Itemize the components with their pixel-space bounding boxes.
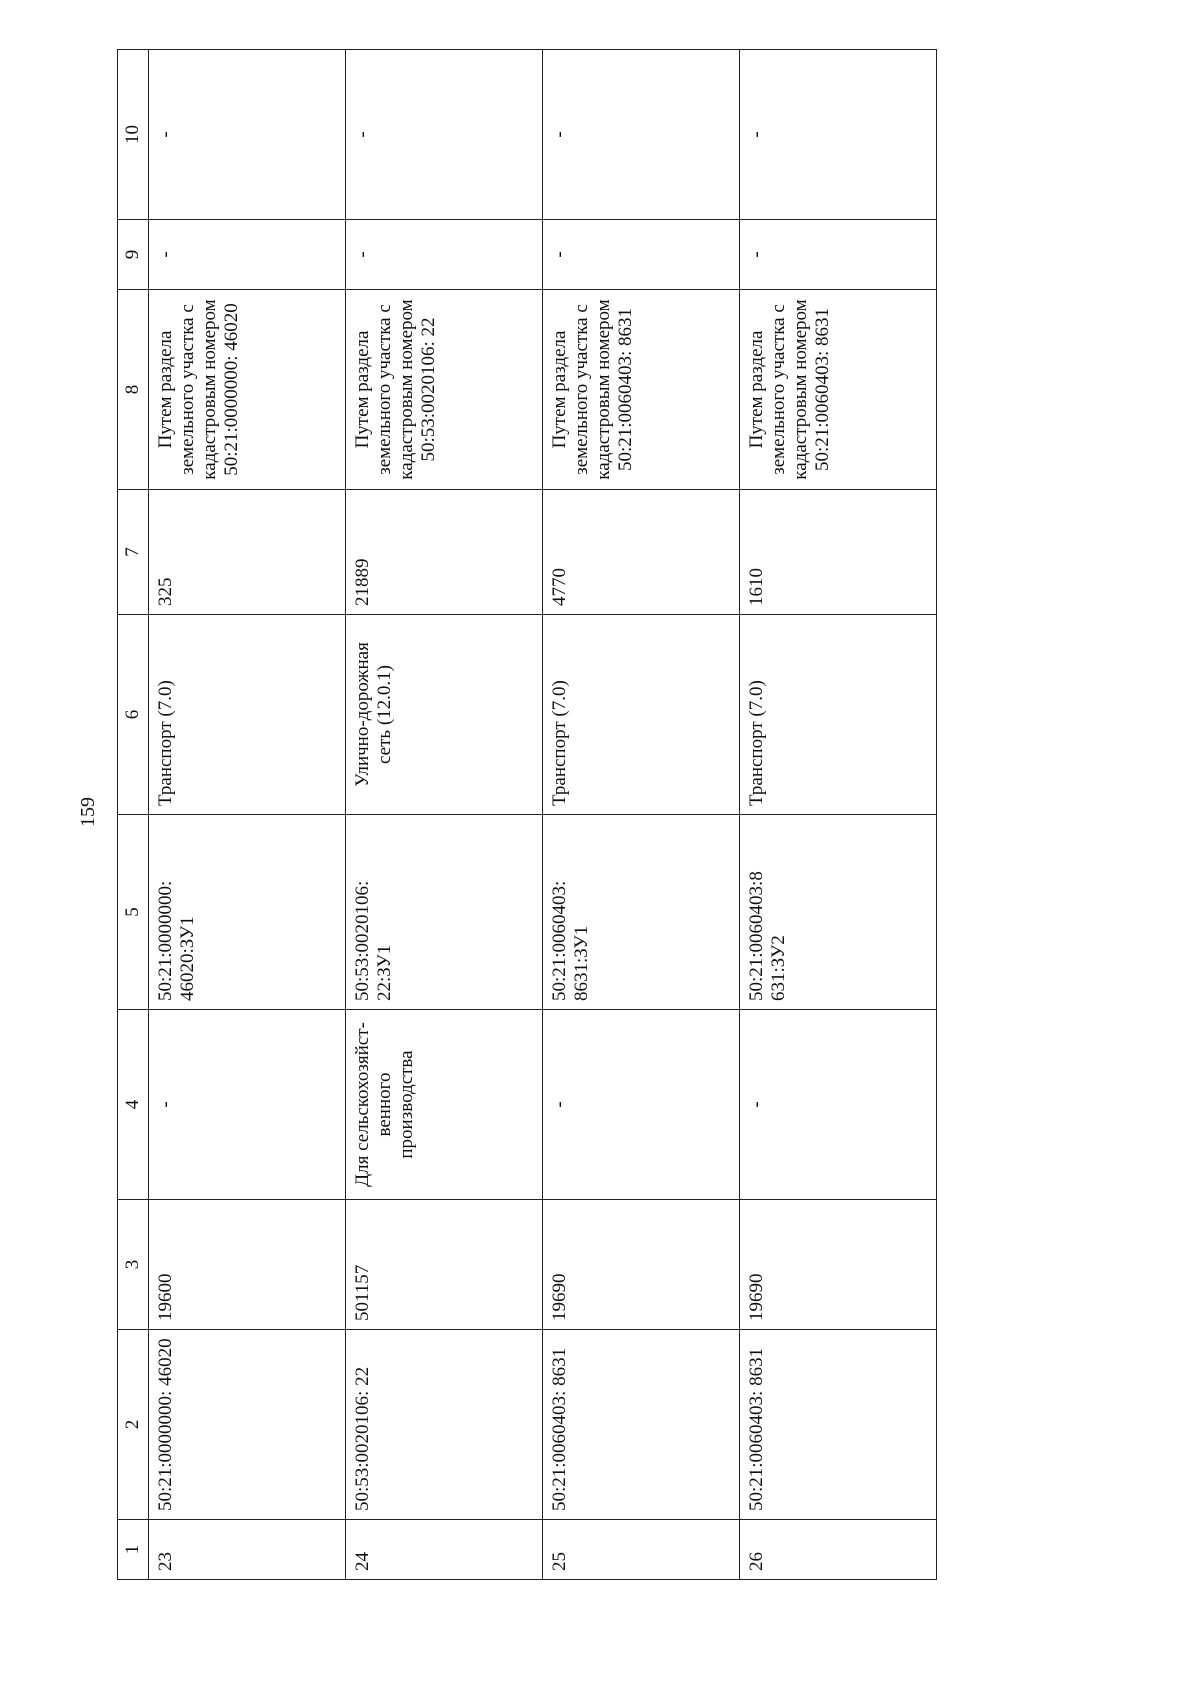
cell-source-area: 501157	[346, 1200, 543, 1330]
cell-new-permitted-use: Транспорт (7.0)	[543, 615, 740, 815]
cell-new-plot-designation: 50:21:0000000: 46020:ЗУ1	[149, 815, 346, 1010]
cell-new-area: 325	[149, 490, 346, 615]
cell-new-permitted-use: Транспорт (7.0)	[149, 615, 346, 815]
rotated-table-frame	[117, 50, 937, 1580]
table-row	[149, 50, 346, 1580]
cell-new-plot-designation: 50:53:0020106: 22:ЗУ1	[346, 815, 543, 1010]
cell-new-permitted-use: Улично-дорожная сеть (12.0.1)	[346, 615, 543, 815]
cell-col-10: -	[346, 50, 543, 220]
cell-col-10: -	[740, 50, 937, 220]
cell-permitted-use: Для сельскохозяйст-венного производства	[346, 1010, 543, 1200]
header-col-1: 1	[118, 1520, 149, 1580]
cell-source-cadastral-number: 50:21:0060403: 8631	[543, 1330, 740, 1520]
cell-formation-method: Путем раздела земельного участка с кадастровым номером 50:21:0000000: 46020	[149, 290, 346, 490]
cell-source-cadastral-number: 50:21:0060403: 8631	[740, 1330, 937, 1520]
cell-new-area: 4770	[543, 490, 740, 615]
cell-permitted-use: -	[149, 1010, 346, 1200]
cell-new-plot-designation: 50:21:0060403:8 631:ЗУ2	[740, 815, 937, 1010]
cell-col-9: -	[346, 220, 543, 290]
cell-new-plot-designation: 50:21:0060403: 8631:ЗУ1	[543, 815, 740, 1010]
cell-formation-method: Путем раздела земельного участка с кадастровым номером 50:21:0060403: 8631	[543, 290, 740, 490]
cell-source-area: 19690	[740, 1200, 937, 1330]
header-col-8: 8	[118, 290, 149, 490]
header-col-3: 3	[118, 1200, 149, 1330]
cell-new-permitted-use: Транспорт (7.0)	[740, 615, 937, 815]
cell-source-cadastral-number: 50:21:0000000: 46020	[149, 1330, 346, 1520]
page-number: 159	[77, 797, 99, 827]
cell-row-number: 24	[346, 1520, 543, 1580]
header-col-4: 4	[118, 1010, 149, 1200]
table-row	[740, 50, 937, 1580]
cell-row-number: 23	[149, 1520, 346, 1580]
cell-row-number: 26	[740, 1520, 937, 1580]
header-col-2: 2	[118, 1330, 149, 1520]
header-col-5: 5	[118, 815, 149, 1010]
cell-permitted-use: -	[543, 1010, 740, 1200]
cell-formation-method: Путем раздела земельного участка с кадастровым номером 50:21:0060403: 8631	[740, 290, 937, 490]
header-col-10: 10	[118, 50, 149, 220]
land-plot-table	[117, 49, 937, 1580]
cell-source-cadastral-number: 50:53:0020106: 22	[346, 1330, 543, 1520]
cell-col-10: -	[149, 50, 346, 220]
header-col-7: 7	[118, 490, 149, 615]
header-col-9: 9	[118, 220, 149, 290]
cell-col-9: -	[543, 220, 740, 290]
cell-permitted-use: -	[740, 1010, 937, 1200]
cell-formation-method: Путем раздела земельного участка с кадастровым номером 50:53:0020106: 22	[346, 290, 543, 490]
header-col-6: 6	[118, 615, 149, 815]
cell-new-area: 1610	[740, 490, 937, 615]
cell-col-9: -	[740, 220, 937, 290]
cell-source-area: 19600	[149, 1200, 346, 1330]
table-wrapper	[117, 50, 937, 1580]
cell-col-9: -	[149, 220, 346, 290]
header-row	[118, 50, 149, 1580]
cell-new-area: 21889	[346, 490, 543, 615]
table-row	[346, 50, 543, 1580]
cell-row-number: 25	[543, 1520, 740, 1580]
cell-col-10: -	[543, 50, 740, 220]
cell-source-area: 19690	[543, 1200, 740, 1330]
table-row	[543, 50, 740, 1580]
